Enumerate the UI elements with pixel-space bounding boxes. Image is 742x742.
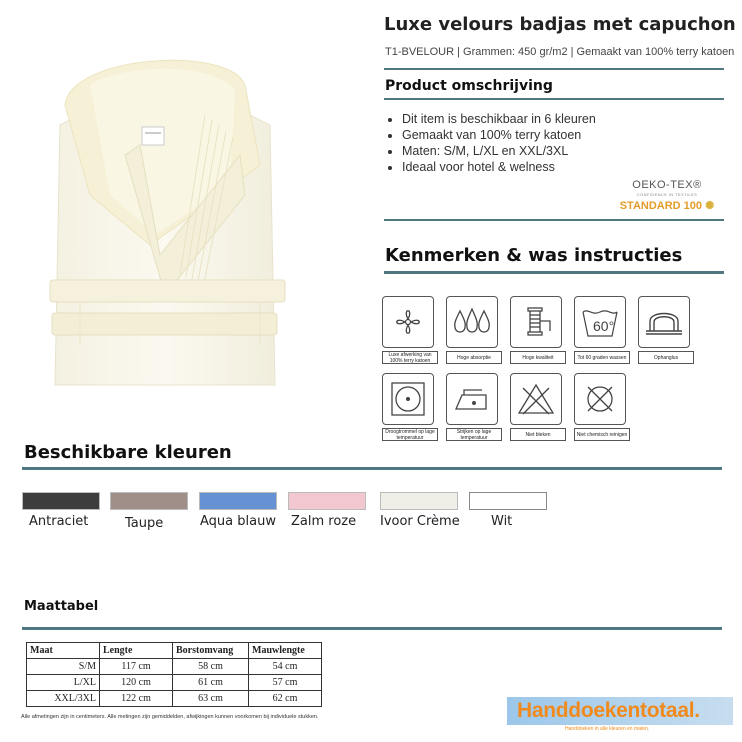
- table-row: [27, 675, 322, 691]
- table-row: [27, 691, 322, 707]
- size-table-header-row: [27, 643, 322, 659]
- color-label: Zalm roze: [291, 514, 357, 529]
- care-item-iron: [446, 373, 502, 441]
- no-dry-clean-icon: [574, 373, 626, 425]
- care-label: Niet chemisch reinigen: [574, 428, 630, 441]
- description-heading: Product omschrijving: [385, 78, 553, 94]
- table-cell: XXL/3XL: [27, 691, 100, 707]
- table-cell: 57 cm: [249, 675, 322, 691]
- brand-banner: [507, 697, 733, 725]
- water-drops-icon: [446, 296, 498, 348]
- column-header: Mauwlengte: [249, 643, 322, 659]
- care-item-loop: [638, 296, 694, 364]
- care-item-absorption: [446, 296, 502, 364]
- column-header: Maat: [27, 643, 100, 659]
- color-swatch-ivoor-creme: [380, 492, 458, 510]
- color-label: Aqua blauw: [200, 514, 276, 529]
- fan-icon: [382, 296, 434, 348]
- table-cell: L/XL: [27, 675, 100, 691]
- brand-tagline: Handdoeken in alle kleuren en maten.: [565, 726, 650, 732]
- care-label: Hoge kwaliteit: [510, 351, 566, 364]
- size-table-divider: [22, 627, 722, 630]
- color-swatch-wit: [469, 492, 547, 510]
- column-header: Lengte: [100, 643, 173, 659]
- description-divider: [384, 98, 724, 100]
- title-divider: [384, 68, 724, 70]
- description-item: • Gemaakt van 100% terry katoen: [402, 127, 596, 143]
- color-label: Taupe: [125, 516, 164, 531]
- care-item-fan: [382, 296, 438, 364]
- size-table-heading: Maattabel: [24, 599, 99, 614]
- care-heading: Kenmerken & was instructies: [385, 245, 683, 266]
- care-item-quality: [510, 296, 566, 364]
- care-label: Droogtrommel op lage temperatuur: [382, 428, 438, 441]
- care-label: Luxe afwerking van 100% terry katoen: [382, 351, 438, 364]
- care-label: Niet bleken: [510, 428, 566, 441]
- no-bleach-icon: [510, 373, 562, 425]
- color-label: Antraciet: [29, 514, 89, 529]
- colors-heading: Beschikbare kleuren: [24, 442, 232, 463]
- table-cell: 120 cm: [100, 675, 173, 691]
- description-item: • Dit item is beschikbaar in 6 kleuren: [402, 111, 596, 127]
- product-title: Luxe velours badjas met capuchon: [384, 14, 736, 35]
- size-table: [26, 642, 322, 707]
- table-row: [27, 659, 322, 675]
- care-item-tumble-dry: [382, 373, 438, 441]
- care-divider: [384, 271, 724, 274]
- care-label: Strijken op lage temperatuur: [446, 428, 502, 441]
- table-cell: 58 cm: [173, 659, 249, 675]
- care-item-wash-60: [574, 296, 630, 364]
- table-cell: 122 cm: [100, 691, 173, 707]
- bathrobe-image: [30, 45, 300, 400]
- oeko-tex-logo: [612, 179, 722, 212]
- svg-text:60°: 60°: [593, 318, 615, 334]
- description-list: [386, 111, 596, 175]
- color-swatch-taupe: [110, 492, 188, 510]
- thread-spool-icon: [510, 296, 562, 348]
- color-swatch-antraciet: [22, 492, 100, 510]
- color-swatch-aqua-blauw: [199, 492, 277, 510]
- table-cell: 62 cm: [249, 691, 322, 707]
- iron-low-icon: [446, 373, 498, 425]
- colors-divider: [22, 467, 722, 470]
- color-label: Wit: [491, 514, 513, 529]
- table-cell: 63 cm: [173, 691, 249, 707]
- care-item-no-bleach: [510, 373, 566, 441]
- care-label: Hoge absorptie: [446, 351, 502, 364]
- care-top-divider: [384, 219, 724, 221]
- column-header: Borstomvang: [173, 643, 249, 659]
- table-cell: 61 cm: [173, 675, 249, 691]
- product-subtitle: T1-BVELOUR | Grammen: 450 gr/m2 | Gemaakt van 100% terry katoen: [385, 46, 735, 58]
- care-label: Tot 60 graden wassen: [574, 351, 630, 364]
- wash-60-icon: [574, 296, 626, 348]
- tumble-dry-low-icon: [382, 373, 434, 425]
- table-cell: 54 cm: [249, 659, 322, 675]
- loop-icon: [638, 296, 690, 348]
- care-item-no-dry-clean: [574, 373, 630, 441]
- description-item: • Maten: S/M, L/XL en XXL/3XL: [402, 143, 596, 159]
- color-swatch-zalm-roze: [288, 492, 366, 510]
- description-item: • Ideaal voor hotel & welness: [402, 159, 596, 175]
- brand-name: Handdoekentotaal.: [517, 699, 700, 722]
- table-cell: S/M: [27, 659, 100, 675]
- measurement-footnote: Alle afmetingen zijn in centimeters. Alle metingen zijn gemiddelden, afwijkingen kunnen voorkomen bij individuele stukken.: [21, 714, 319, 720]
- oeko-tex-name: OEKO-TEX®: [632, 179, 702, 191]
- brand-logo[interactable]: [507, 697, 733, 732]
- oeko-tex-tagline: CONFIDENCE IN TEXTILES: [636, 192, 698, 197]
- care-label: Ophanglus: [638, 351, 694, 364]
- color-label: Ivoor Crème: [380, 514, 460, 529]
- oeko-tex-standard: STANDARD 100 ✺: [619, 200, 715, 212]
- table-cell: 117 cm: [100, 659, 173, 675]
